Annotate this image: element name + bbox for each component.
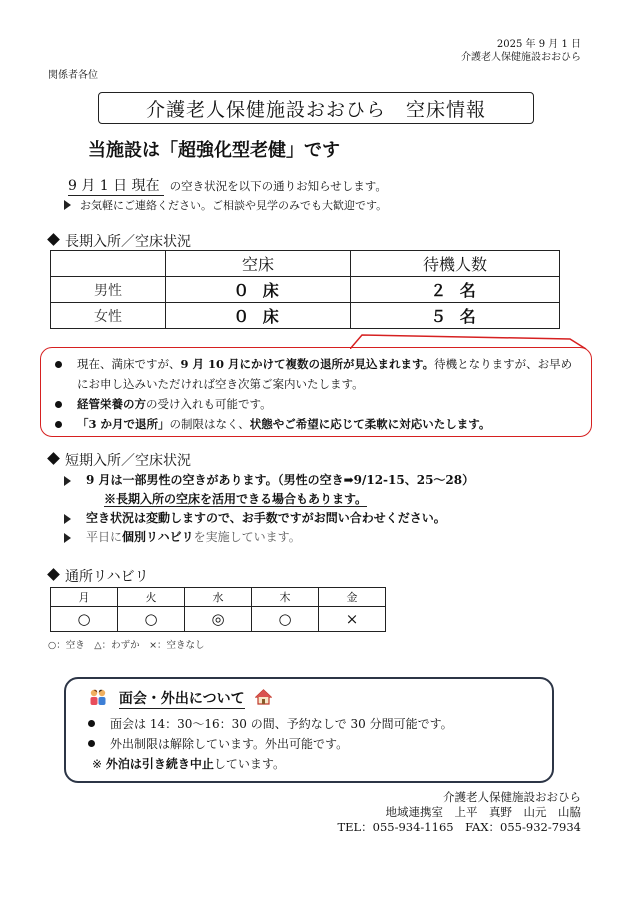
list-item	[62, 509, 474, 528]
long-term-heading-text: 長期入所／空床状況	[65, 234, 191, 250]
male-vacancy: ０ 床	[166, 277, 351, 303]
list-item	[86, 754, 453, 774]
callout-bold-text: 「3 か月で退所」	[77, 417, 170, 431]
day-tue: 火	[118, 588, 185, 607]
house-icon	[255, 689, 272, 705]
arrow-bullet-icon	[64, 476, 71, 486]
list-item-bold-text: 外泊は引き続き中止	[105, 757, 214, 771]
list-item-text: しています。	[213, 757, 285, 771]
callout-bold-text: 経管栄養の方	[77, 397, 146, 411]
bullet-icon	[55, 421, 62, 428]
current-date-label: 9 月 1 日 現在	[68, 178, 164, 196]
status-thu: ○	[252, 607, 319, 632]
callout-text: の受け入れも可能です。	[146, 397, 272, 411]
day-wed: 水	[185, 588, 252, 607]
issue-date: 2025 年 9 月 1 日	[496, 39, 581, 50]
diamond-bullet-icon	[47, 568, 60, 581]
col-waiting: 待機人数	[351, 251, 560, 277]
status-fri: ×	[319, 607, 386, 632]
notice-callout	[40, 347, 592, 437]
col-vacancy: 空床	[166, 251, 351, 277]
female-vacancy: ０ 床	[166, 303, 351, 329]
list-item	[62, 471, 474, 490]
table-row	[51, 303, 560, 329]
row-label-male: 男性	[51, 277, 166, 303]
callout-item	[53, 394, 581, 414]
table-row	[51, 251, 560, 277]
issuer-name: 介護老人保健施設おおひら	[461, 52, 581, 63]
subtitle: 当施設は「超強化型老健」です	[88, 140, 340, 161]
callout-item	[53, 414, 581, 434]
table-row	[51, 588, 386, 607]
visits-title-text: 面会・外出について	[118, 691, 245, 707]
callout-text: 待機となりますが、お早めにお申し込みいただければ空き次第ご案内いたします。	[77, 357, 573, 391]
list-item-text: 空き状況は変動しますので、お手数ですがお問い合わせください。	[86, 511, 446, 525]
rehab-table	[50, 587, 386, 632]
list-item-text: 平日に	[86, 530, 123, 544]
female-waiting: ５ 名	[351, 303, 560, 329]
rehab-heading	[46, 566, 149, 586]
callout-bold-text: 状態やご希望に応じて柔軟に対応いたします。	[249, 417, 491, 431]
note-mark: ※	[92, 757, 103, 771]
list-item-sub-text: ※長期入所の空床を活用できる場合もあります。	[104, 492, 368, 506]
page-title: 介護老人保健施設おおひら 空床情報	[145, 98, 486, 121]
day-mon: 月	[51, 588, 118, 607]
footer	[337, 790, 581, 835]
list-item	[86, 714, 453, 734]
arrow-bullet-icon	[64, 514, 71, 524]
list-item-text: を実施しています。	[193, 530, 301, 544]
callout-text: 現在、満床ですが、	[77, 357, 181, 371]
long-term-heading	[46, 231, 191, 251]
intro-note	[64, 197, 387, 213]
status-tue: ○	[118, 607, 185, 632]
list-item-text: 面会は 14：30～16：30 の間、予約なしで 30 分間可能です。	[110, 717, 453, 731]
day-thu: 木	[252, 588, 319, 607]
rehab-legend: ○：空き △：わずか ×：空きなし	[48, 640, 205, 651]
list-item-sub	[62, 490, 474, 509]
short-term-heading	[46, 450, 191, 470]
callout-bold-text: 9 月 10 月にかけて複数の退所が見込まれます。	[180, 357, 435, 371]
diamond-bullet-icon	[47, 452, 60, 465]
status-wed: ◎	[185, 607, 252, 632]
short-term-list	[62, 471, 474, 547]
arrow-bullet-icon	[64, 533, 71, 543]
male-waiting: ２ 名	[351, 277, 560, 303]
list-item-text: 外出制限は解除しています。外出可能です。	[110, 737, 349, 751]
day-fri: 金	[319, 588, 386, 607]
page-title-box	[98, 92, 534, 124]
intro-line	[68, 175, 387, 195]
recipient: 関係者各位	[48, 70, 98, 81]
family-icon	[88, 689, 108, 705]
bullet-icon	[88, 740, 95, 747]
intro-text: の空き状況を以下の通りお知らせします。	[169, 179, 387, 193]
diamond-bullet-icon	[47, 233, 60, 246]
arrow-bullet-icon	[64, 200, 71, 210]
bullet-icon	[88, 720, 95, 727]
row-label-female: 女性	[51, 303, 166, 329]
table-corner	[51, 251, 166, 277]
long-term-table	[50, 250, 560, 329]
footer-contact: TEL：055-934-1165 FAX：055-932-7934	[337, 820, 581, 834]
footer-dept: 地域連携室 上平 真野 山元 山脇	[385, 805, 581, 819]
short-term-heading-text: 短期入所／空床状況	[65, 453, 191, 469]
footer-name: 介護老人保健施設おおひら	[443, 790, 581, 804]
visits-list	[86, 714, 453, 774]
callout-text: の制限はなく、	[169, 417, 250, 431]
bullet-icon	[55, 401, 62, 408]
table-row	[51, 277, 560, 303]
table-row	[51, 607, 386, 632]
list-item-text: 9 月は一部男性の空きがあります。（男性の空き➡9/12-15、25～28）	[86, 473, 475, 487]
callout-item	[53, 354, 581, 394]
list-item	[62, 528, 474, 547]
rehab-heading-text: 通所リハビリ	[65, 569, 149, 585]
visits-title	[88, 688, 272, 708]
bullet-icon	[55, 361, 62, 368]
status-mon: ○	[51, 607, 118, 632]
list-item	[86, 734, 453, 754]
intro-note-text: お気軽にご連絡ください。ご相談や見学のみでも大歓迎です。	[80, 199, 388, 212]
list-item-bold-text: 個別リハビリ	[122, 530, 194, 544]
